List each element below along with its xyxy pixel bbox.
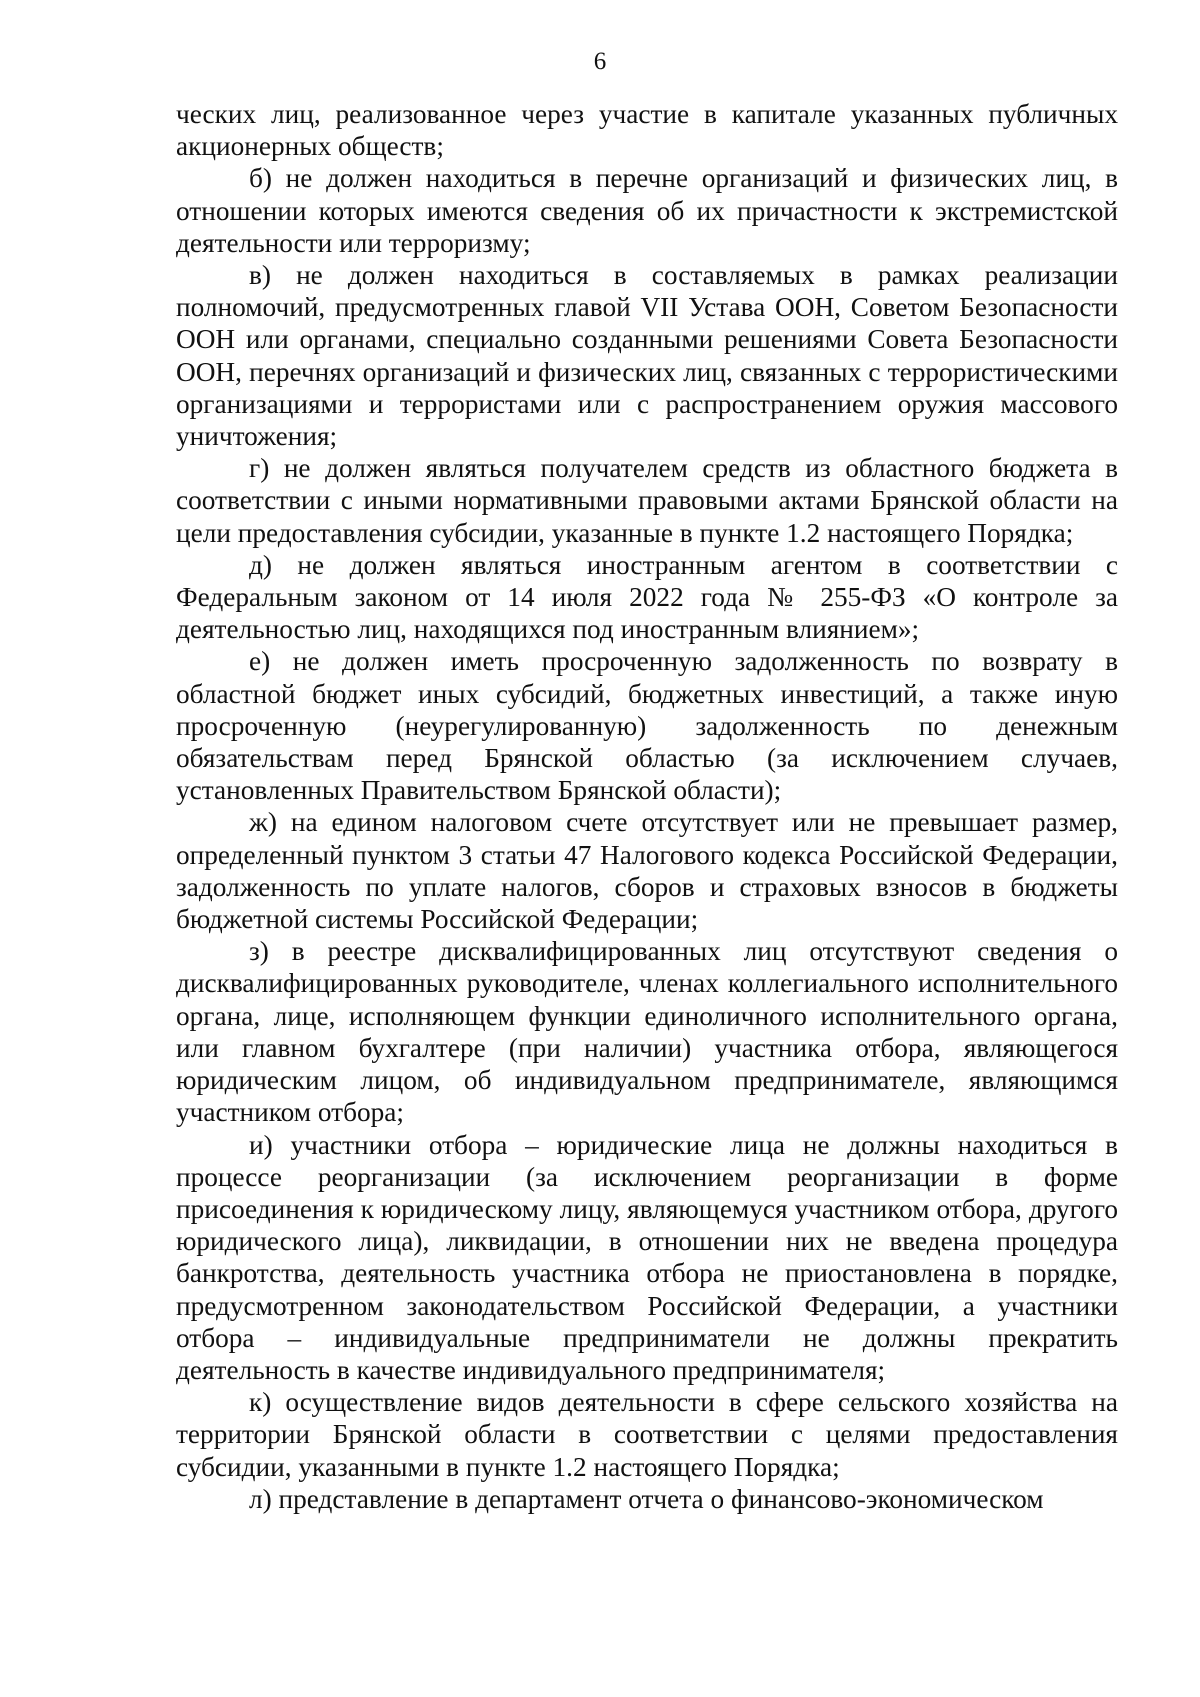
document-body — [176, 98, 1118, 1515]
paragraph-k: к) осуществление видов деятельности в сфере сельского хозяйства на территории Брянской области в соответствии с целями предоставления субсидии, указанными в пункте 1.2 настоящего Порядка; — [176, 1387, 1118, 1482]
paragraph-b: б) не должен находиться в перечне организаций и физических лиц, в отношении которых имеются сведения об их причастности к экстремистской деятельности или терроризму; — [176, 163, 1118, 258]
paragraph-g: г) не должен являться получателем средств из областного бюджета в соответствии с иными нормативными правовыми актами Брянской области на цели предоставления субсидии, указанные в пункте 1.2 настоящего Порядка; — [176, 453, 1118, 548]
paragraph-zh: ж) на едином налоговом счете отсутствует или не превышает размер, определенный пунктом 3 статьи 47 Налогового кодекса Российской Федерации, задолженность по уплате налогов, сборов и страховых взносов в бюджеты бюджетной системы Российской Федерации; — [176, 807, 1118, 935]
paragraph-d: д) не должен являться иностранным агентом в соответствии с Федеральным законом от 14 июля 2022 года № 255-ФЗ «О контроле за деятельностью лиц, находящихся под иностранным влиянием»; — [176, 549, 1118, 645]
paragraph-continuation: ческих лиц, реализованное через участие в капитале указанных публичных акционерных обществ; — [176, 99, 1118, 162]
paragraph-l: л) представление в департамент отчета о финансово-экономическом — [249, 1483, 1044, 1514]
paragraph-z: з) в реестре дисквалифицированных лиц отсутствуют сведения о дисквалифицированных руководителе, членах коллегиального исполнительного органа, лице, исполняющем функции единоличного исполнительного органа, или главном бухгалтере (при наличии) участника отбора, являющегося юридическим лицом, об индивидуальном предпринимателе, являющимся участником отбора; — [176, 936, 1118, 1128]
paragraph-i: и) участники отбора – юридические лица не должны находиться в процессе реорганизации (за исключением реорганизации в форме присоединения к юридическому лицу, являющемуся участником отбора, другого юридического лица), ликвидации, в отношении них не введена процедура банкротства, деятельность участника отбора не приостановлена в порядке, предусмотренном законодательством Российской Федерации, а участники отбора – индивидуальные предприниматели не должны прекратить деятельность в качестве индивидуального предпринимателя; — [176, 1129, 1118, 1385]
paragraph-v: в) не должен находиться в составляемых в рамках реализации полномочий, предусмотренных главой VII Устава ООН, Советом Безопасности ООН или органами, специально созданными решениями Совета Безопасности ООН, перечнях организаций и физических лиц, связанных с террористическими организациями и террористами или с распространением оружия массового уничтожения; — [176, 260, 1118, 452]
page-number: 6 — [593, 48, 607, 75]
paragraph-e: е) не должен иметь просроченную задолженность по возврату в областной бюджет иных субсидий, бюджетных инвестиций, а также иную просроченную (неурегулированную) задолженность по денежным обязательствам перед Брянской областью (за исключением случаев, установленных Правительством Брянской области); — [176, 646, 1118, 806]
